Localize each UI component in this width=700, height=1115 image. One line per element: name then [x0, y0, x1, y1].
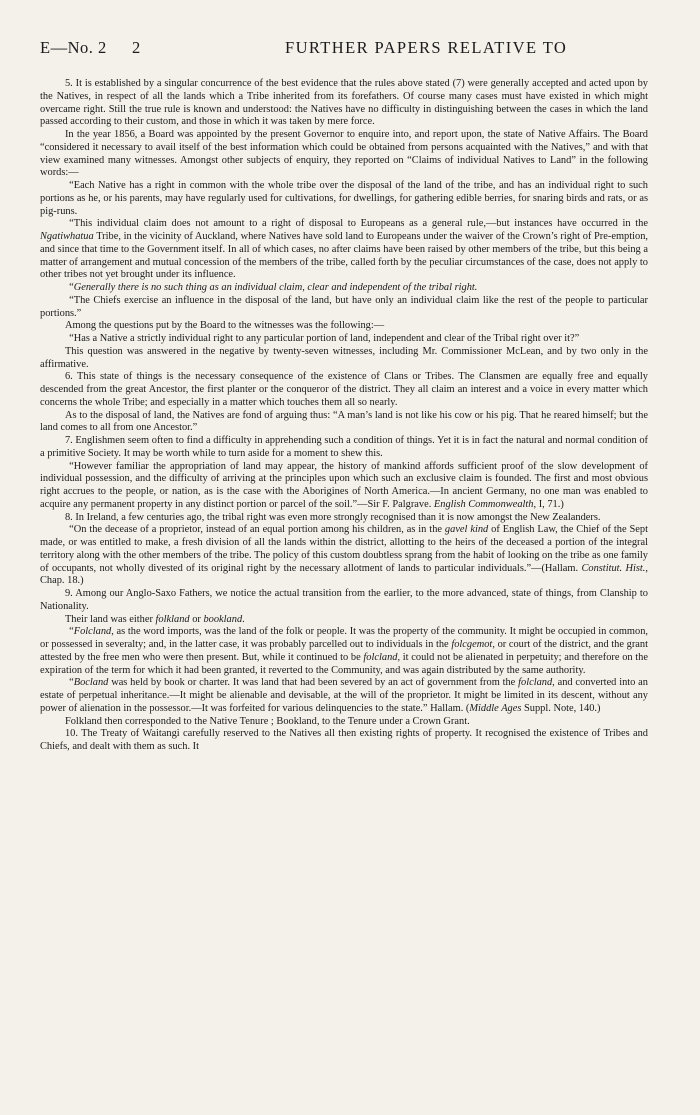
paragraph-tenure: Folkland then corresponded to the Native Tenure ; Bookland, to the Tenure under a Crown Grant. [64, 715, 470, 727]
quote-generally: “Generally there is no such thing as an individual claim, clear and independent of the tribal right. [69, 282, 478, 293]
quote-question: “Has a Native a strictly individual right to any particular portion of land, independent and clear of the Tribal right over it?” [69, 333, 580, 344]
paragraph-questions: Among the questions put by the Board to the witnesses was the following:— [64, 320, 385, 332]
paragraph-6: 6. This state of things is the necessary consequence of the existence of Clans or Tribes. The Clansmen are equally free and equally descended from the great Ancestor, the first planter or the conqueror of the district. They all claim an interest and a voice in every matter which concerns the whole Tribe; and especially in a matter which touches them all so nearly. [40, 371, 648, 408]
paragraph-land-types: Their land was either folkland or bookland. [64, 613, 245, 625]
quote-individual-right: “Each Native has a right in common with the whole tribe over the disposal of the land of the tribe, and has an individual right to such portions as he, or his parents, may have regularly used for cultivations, for dwellings, for gathering edible berries, for snaring birds and rats, or as pig-runs. [40, 180, 648, 217]
quote-chiefs: “The Chiefs exercise an influence in the disposal of the land, but have only an individual claim like the rest of the people to particular portions.” [40, 294, 648, 319]
quote-hallam-ireland: “On the decease of a proprietor, instead of an equal portion among his children, as in the gavel kind of English Law, the Chief of the Sept made, or was entitled to make, a fresh division of all the lands within the district, allotting to the heirs of the deceased a portion of the integral territory along with the other members of the tribe. The policy of this custom doubtless sprang from the habit of looking on the tribe as one family of occupants, not wholly divested of its original right by the necessary allotment of lands to particular individuals.”—(Hallam. Constitut. Hist., Chap. 18.) [40, 524, 648, 587]
running-title: FURTHER PAPERS RELATIVE TO [285, 38, 568, 57]
paragraph-10: 10. The Treaty of Waitangi carefully reserved to the Natives all then existing rights of property. It recognised the existence of Tribes and Chiefs, and dealt with them as such. It [40, 728, 648, 752]
quote-bocland: “Bocland was held by book or charter. It was land that had been severed by an act of government from the folcland, and converted into an estate of perpetual inheritance.—It might be alienable and devisable, at the will of the proprietor. It might be limited in its descent, without any power of alienation in the possessor.—It was forfeited for various delinquencies to the state.” Hallam. (Middle Ages Suppl. Note, 140.) [40, 677, 648, 714]
running-header [40, 38, 648, 60]
paragraph-answer: This question was answered in the negative by twenty-seven witnesses, including Mr. Commissioner McLean, and by two only in the affirmative. [40, 345, 648, 370]
quote-palgrave: “However familiar the appropriation of land may appear, the history of mankind affords sufficient proof of the slow development of individual possession, and the difficulty of arriving at the principles upon which such an exclusive claim is founded. The first and most obvious right accrues to the people, or nation, as is the case with the Aborigines of North America.—In ancient Germany, no one man was enabled to acquire any permanent property in any distinct portion or parcel of the soil.”—Sir F. Palgrave. English Commonwealth, I, 71.) [40, 460, 648, 510]
document-number: E—No. 2 [40, 38, 107, 57]
body-text [40, 78, 648, 754]
paragraph-disposal: As to the disposal of land, the Natives are fond of arguing thus: “A man’s land is not like his cow or his pig. That he reared himself; but the land comes to all from one Ancestor.” [40, 409, 648, 434]
paragraph-board: In the year 1856, a Board was appointed by the present Governor to enquire into, and report upon, the state of Native Affairs. The Board “considered it necessary to avail itself of the best information which could be obtained from persons acquainted with the Natives,” and with that view examined many witnesses. Amongst other subjects of enquiry, they reported on “Claims of individual Natives to Land” in the following words:— [40, 129, 648, 179]
paragraph-9: 9. Among our Anglo-Saxo Fathers, we notice the actual transition from the earlier, to the more advanced, state of things, from Clanship to Nationality. [40, 588, 648, 612]
page-number: 2 [132, 38, 141, 57]
quote-disposal: “This individual claim does not amount to a right of disposal to Europeans as a general rule,—but instances have occurred in the Ngatiwhatua Tribe, in the vicinity of Auckland, where Natives have sold land to Europeans under the waiver of the Crown’s right of Pre-emption, and since that time to the Government itself. In all of which cases, no after claims have been raised by other members of the tribe, but this being a matter of arrangement and mutual concession of the members of the tribe, called forth by the peculiar circumstances of the case, does not apply to other tribes not yet brought under its influence. [40, 218, 648, 281]
quote-folcland: “Folcland, as the word imports, was the land of the folk or people. It was the property of the community. It might be occupied in common, or possessed in severalty; and, in the latter case, it was probably parcelled out to individuals in the folcgemot, or court of the district, and the grant attested by the free men who were then present. But, while it continued to be folcland, it could not be alienated in perpetuity; and therefore on the expiration of the term for which it had been granted, it reverted to the Community, and was again distributed by the same authority. [40, 626, 648, 676]
paragraph-7: 7. Englishmen seem often to find a difficulty in apprehending such a condition of things. Yet it is in fact the natural and normal condition of a primitive Society. It may be worth while to turn aside for a moment to shew this. [40, 435, 648, 459]
paragraph-5: 5. It is established by a singular concurrence of the best evidence that the rules above stated (7) were generally accepted and acted upon by the Natives, in respect of all the lands which a Tribe inherited from its forefathers. Of course many cases must have existed in which might overcame right. Still the true rule is known and understood: the Natives have no difficulty in distinguishing between the cases in which the land passed according to their custom, and those in which it was taken by mere force. [40, 78, 648, 128]
paragraph-8: 8. In Ireland, a few centuries ago, the tribal right was even more strongly recognised than it is now amongst the New Zealanders. [64, 511, 601, 523]
